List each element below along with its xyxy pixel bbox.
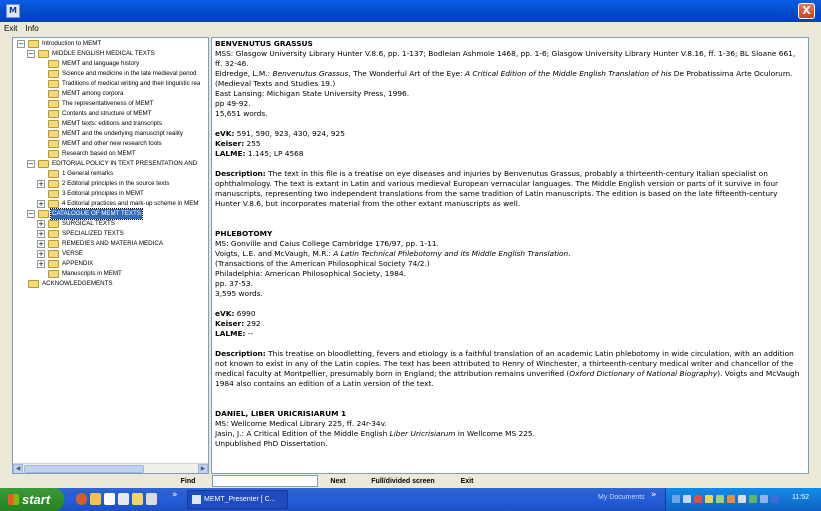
entry-publisher: Philadelphia: American Philosophical Society, 1984.	[215, 269, 406, 278]
entry-pages: pp 49-92.	[215, 99, 251, 108]
folder-icon	[48, 170, 59, 178]
media-player-icon[interactable]	[76, 493, 87, 505]
tree-item-label: Manuscripts in MEMT	[62, 270, 122, 277]
entry-evk: eVK: 591, 590, 923, 430, 924, 925	[215, 129, 345, 138]
folder-icon	[38, 50, 49, 58]
folder-icon	[28, 40, 39, 48]
tree-item-label: CATALOGUE OF MEMT TEXTS	[52, 210, 141, 217]
expand-icon[interactable]: +	[38, 240, 44, 248]
tree-item-label: REMEDIES AND MATERIA MEDICA	[62, 240, 163, 247]
folder-icon	[48, 70, 59, 78]
folder-icon	[48, 130, 59, 138]
entry-keiser: Keiser: 292	[215, 319, 261, 328]
entry-edition: Eldredge, L.M.: Benvenutus Grassus, The Wonderful Art of the Eye: A Critical Edition of the Middle English Translation of his De Probatissima Arte Oculorum.	[215, 69, 793, 78]
start-button[interactable]	[0, 488, 64, 511]
exit-button[interactable]: Exit	[460, 478, 474, 485]
tree-item-label: MIDDLE ENGLISH MEDICAL TEXTS	[52, 50, 155, 57]
my-documents-toolbar[interactable]: My Documents	[598, 494, 645, 501]
scroll-thumb[interactable]	[24, 465, 144, 473]
entry-words: 3,595 words.	[215, 289, 263, 298]
notepad-icon[interactable]	[104, 493, 115, 505]
tree-horizontal-scrollbar[interactable]	[13, 463, 208, 473]
title-bar	[0, 0, 821, 22]
entry-mss: MSS: Glasgow University Library Hunter V.8.6, pp. 1-137; Bodleian Ashmole 1468, pp. 1-6; Glasgow University Library Hunter V.8.16, ff. 1-36; BL Sloane 661, ff. 32-46.	[215, 49, 796, 68]
entry-keiser: Keiser: 255	[215, 139, 261, 148]
scroll-left-arrow-icon[interactable]: ◀	[13, 464, 23, 474]
system-tray	[665, 488, 821, 511]
menu-bar	[0, 22, 821, 37]
expand-icon[interactable]: +	[38, 220, 44, 228]
tray-icon[interactable]	[672, 495, 680, 503]
entry-title: PHLEBOTOMY	[215, 229, 273, 238]
entry-lalme: LALME: 1.145; LP 4568	[215, 149, 304, 158]
app-icon	[192, 495, 201, 504]
tree-item-label: APPENDIX	[62, 260, 94, 267]
tray-icon[interactable]	[738, 495, 746, 503]
tree-item-label: The representativeness of MEMT	[62, 100, 154, 107]
entry-lalme: LALME: --	[215, 329, 254, 338]
entry-series: (Transactions of the American Philosophical Society 74/2.)	[215, 259, 430, 268]
expand-icon[interactable]: +	[38, 250, 44, 258]
bluetooth-icon[interactable]	[771, 495, 779, 503]
search-input[interactable]	[212, 475, 318, 487]
close-button[interactable]: X	[798, 3, 815, 19]
collapse-icon[interactable]: −	[28, 210, 34, 218]
entry-edition: Jasin, J.: A Critical Edition of the Middle English Liber Uricrisiarum in Wellcome MS 225.	[215, 429, 535, 438]
entry-evk: eVK: 6990	[215, 309, 256, 318]
expand-icon[interactable]: +	[38, 200, 44, 208]
tray-icon[interactable]	[716, 495, 724, 503]
folder-icon	[48, 270, 59, 278]
tree-item-label: VERSE	[62, 250, 83, 257]
taskbar-app-button[interactable]	[187, 490, 288, 509]
folder-icon	[38, 160, 49, 168]
folder-icon	[48, 220, 59, 228]
entry-title: DANIEL, LIBER URICRISIARUM 1	[215, 409, 347, 418]
navigation-tree[interactable]	[12, 37, 209, 474]
folder-icon	[48, 110, 59, 118]
tree-item-label: Traditions of medical writing and their linguistic rea	[62, 80, 201, 87]
tree-item-label: ACKNOWLEDGEMENTS	[42, 280, 113, 287]
folder-icon	[48, 180, 59, 188]
tree-item-label: 1 General remarks	[62, 170, 114, 177]
toolbar-chevron-icon[interactable]: »	[651, 490, 657, 500]
tree-item-label: EDITORIAL POLICY IN TEXT PRESENTATION AND	[52, 160, 198, 167]
tree-item-label: Introduction to MEMT	[42, 40, 102, 47]
entry-title: BENVENUTUS GRASSUS	[215, 39, 313, 48]
tray-icon[interactable]	[760, 495, 768, 503]
folder-icon	[28, 280, 39, 288]
entry-mss: MS: Gonville and Caius College Cambridge 176/97, pp. 1-11.	[215, 239, 439, 248]
next-button[interactable]: Next	[330, 478, 346, 485]
entry-publisher: East Lansing: Michigan State University Press, 1996.	[215, 89, 410, 98]
windows-logo-icon	[8, 494, 19, 505]
tree-item-label: MEMT and other new research tools	[62, 140, 162, 147]
tree-item-label: Contents and structure of MEMT	[62, 110, 152, 117]
entry-description: Description: This treatise on bloodletting, fevers and etiology is a faithful translation of an academic Latin phlebotomy in wide circulation, with an addition not known to exist in any of the Latin copies. The text has been attributed to Henry of Winchester, a thirteenth-century medical writer and chancellor of the medical faculty at Montpellier, presumably born in England; the attribution remains unverified (Oxford Dictionary of National Biography). Voigts and McVaugh 1984 also contains an edition of a Latin version of the text.	[215, 349, 800, 388]
tree-item-label: MEMT among corpora	[62, 90, 124, 97]
tree-item-label: SURGICAL TEXTS	[62, 220, 115, 227]
entry-mss: MS: Wellcome Medical Library 225, ff. 24r-34v.	[215, 419, 387, 428]
taskbar-app-label: MEMT_Presenter [ C...	[204, 496, 276, 503]
find-button[interactable]: Find	[180, 478, 196, 485]
app-icon: M	[6, 4, 20, 18]
folder-icon	[48, 250, 59, 258]
folder-icon	[38, 210, 49, 218]
tree-item-label: SPECIALIZED TEXTS	[62, 230, 124, 237]
folder-icon	[48, 190, 59, 198]
start-label: start	[22, 492, 51, 507]
tree-item-label: MEMT and the underlying manuscript reality	[62, 130, 183, 137]
collapse-icon[interactable]: −	[28, 50, 34, 58]
folder-icon	[48, 90, 59, 98]
firefox-icon[interactable]	[90, 493, 101, 505]
folder-icon	[48, 60, 59, 68]
folder-icon	[48, 240, 59, 248]
tree-item-label: 2 Editorial principles in the source texts	[62, 180, 170, 187]
expand-icon[interactable]: +	[38, 260, 44, 268]
quick-launch-icon[interactable]	[146, 493, 157, 505]
folder-icon	[48, 150, 59, 158]
tray-icon[interactable]	[727, 495, 735, 503]
folder-icon[interactable]	[132, 493, 143, 505]
tray-icon[interactable]	[705, 495, 713, 503]
folder-icon	[48, 100, 59, 108]
tree-item-label: Science and medicine in the late medieval period	[62, 70, 197, 77]
entry-pages: pp. 37-53.	[215, 279, 253, 288]
expand-icon[interactable]: +	[38, 180, 44, 188]
clock: 11:52	[792, 494, 809, 501]
tray-icon[interactable]	[683, 495, 691, 503]
full-divided-screen-button[interactable]: Full/divided screen	[371, 478, 435, 485]
tree-item-label: 4 Editorial practices and mark-up scheme in MEM	[62, 200, 199, 207]
expand-icon[interactable]: +	[38, 230, 44, 238]
content-pane	[211, 37, 809, 474]
folder-icon	[48, 260, 59, 268]
entry-series: (Medieval Texts and Studies 19.)	[215, 79, 336, 88]
collapse-icon[interactable]: −	[28, 160, 34, 168]
entry-series: Unpublished PhD Dissertation.	[215, 439, 328, 448]
tree-item-label: MEMT and language history	[62, 60, 140, 67]
tree-item-label: Research based on MEMT	[62, 150, 136, 157]
quick-launch-chevron-icon[interactable]: »	[172, 490, 178, 500]
folder-icon	[48, 80, 59, 88]
folder-icon	[48, 140, 59, 148]
folder-icon	[48, 120, 59, 128]
tree-item-label: MEMT texts: editions and transcripts	[62, 120, 162, 127]
menu-info[interactable]: Info	[25, 24, 39, 33]
tray-icon[interactable]	[749, 495, 757, 503]
menu-exit[interactable]: Exit	[4, 24, 18, 33]
entry-description: Description: The text in this file is a treatise on eye diseases and injuries by Benvenutus Grassus, probably a thirteenth-century Italian specialist on ophthalmology. The text is extant in Latin and various medieval European vernacular languages. The Middle English version or parts of it survive in four manuscripts, representing two independent translations from the same tradition of Latin manuscripts. The edition is based on the late fifteenth-century Hunter V.8.6, but incorporates material from the other extant manuscripts as well.	[215, 169, 779, 208]
bottom-toolbar	[0, 475, 821, 488]
folder-icon	[48, 200, 59, 208]
folder-icon	[48, 230, 59, 238]
explorer-icon[interactable]	[118, 493, 129, 505]
scroll-right-arrow-icon[interactable]: ▶	[198, 464, 208, 474]
content-text	[215, 39, 805, 449]
taskbar	[0, 488, 821, 511]
entry-edition: Voigts, L.E. and McVaugh, M.R.: A Latin Technical Phlebotomy and its Middle English Translation.	[215, 249, 571, 258]
tray-icon[interactable]	[694, 495, 702, 503]
entry-words: 15,651 words.	[215, 109, 268, 118]
collapse-icon[interactable]: −	[18, 40, 24, 48]
tree-item-label: 3 Editorial principles in MEMT	[62, 190, 144, 197]
